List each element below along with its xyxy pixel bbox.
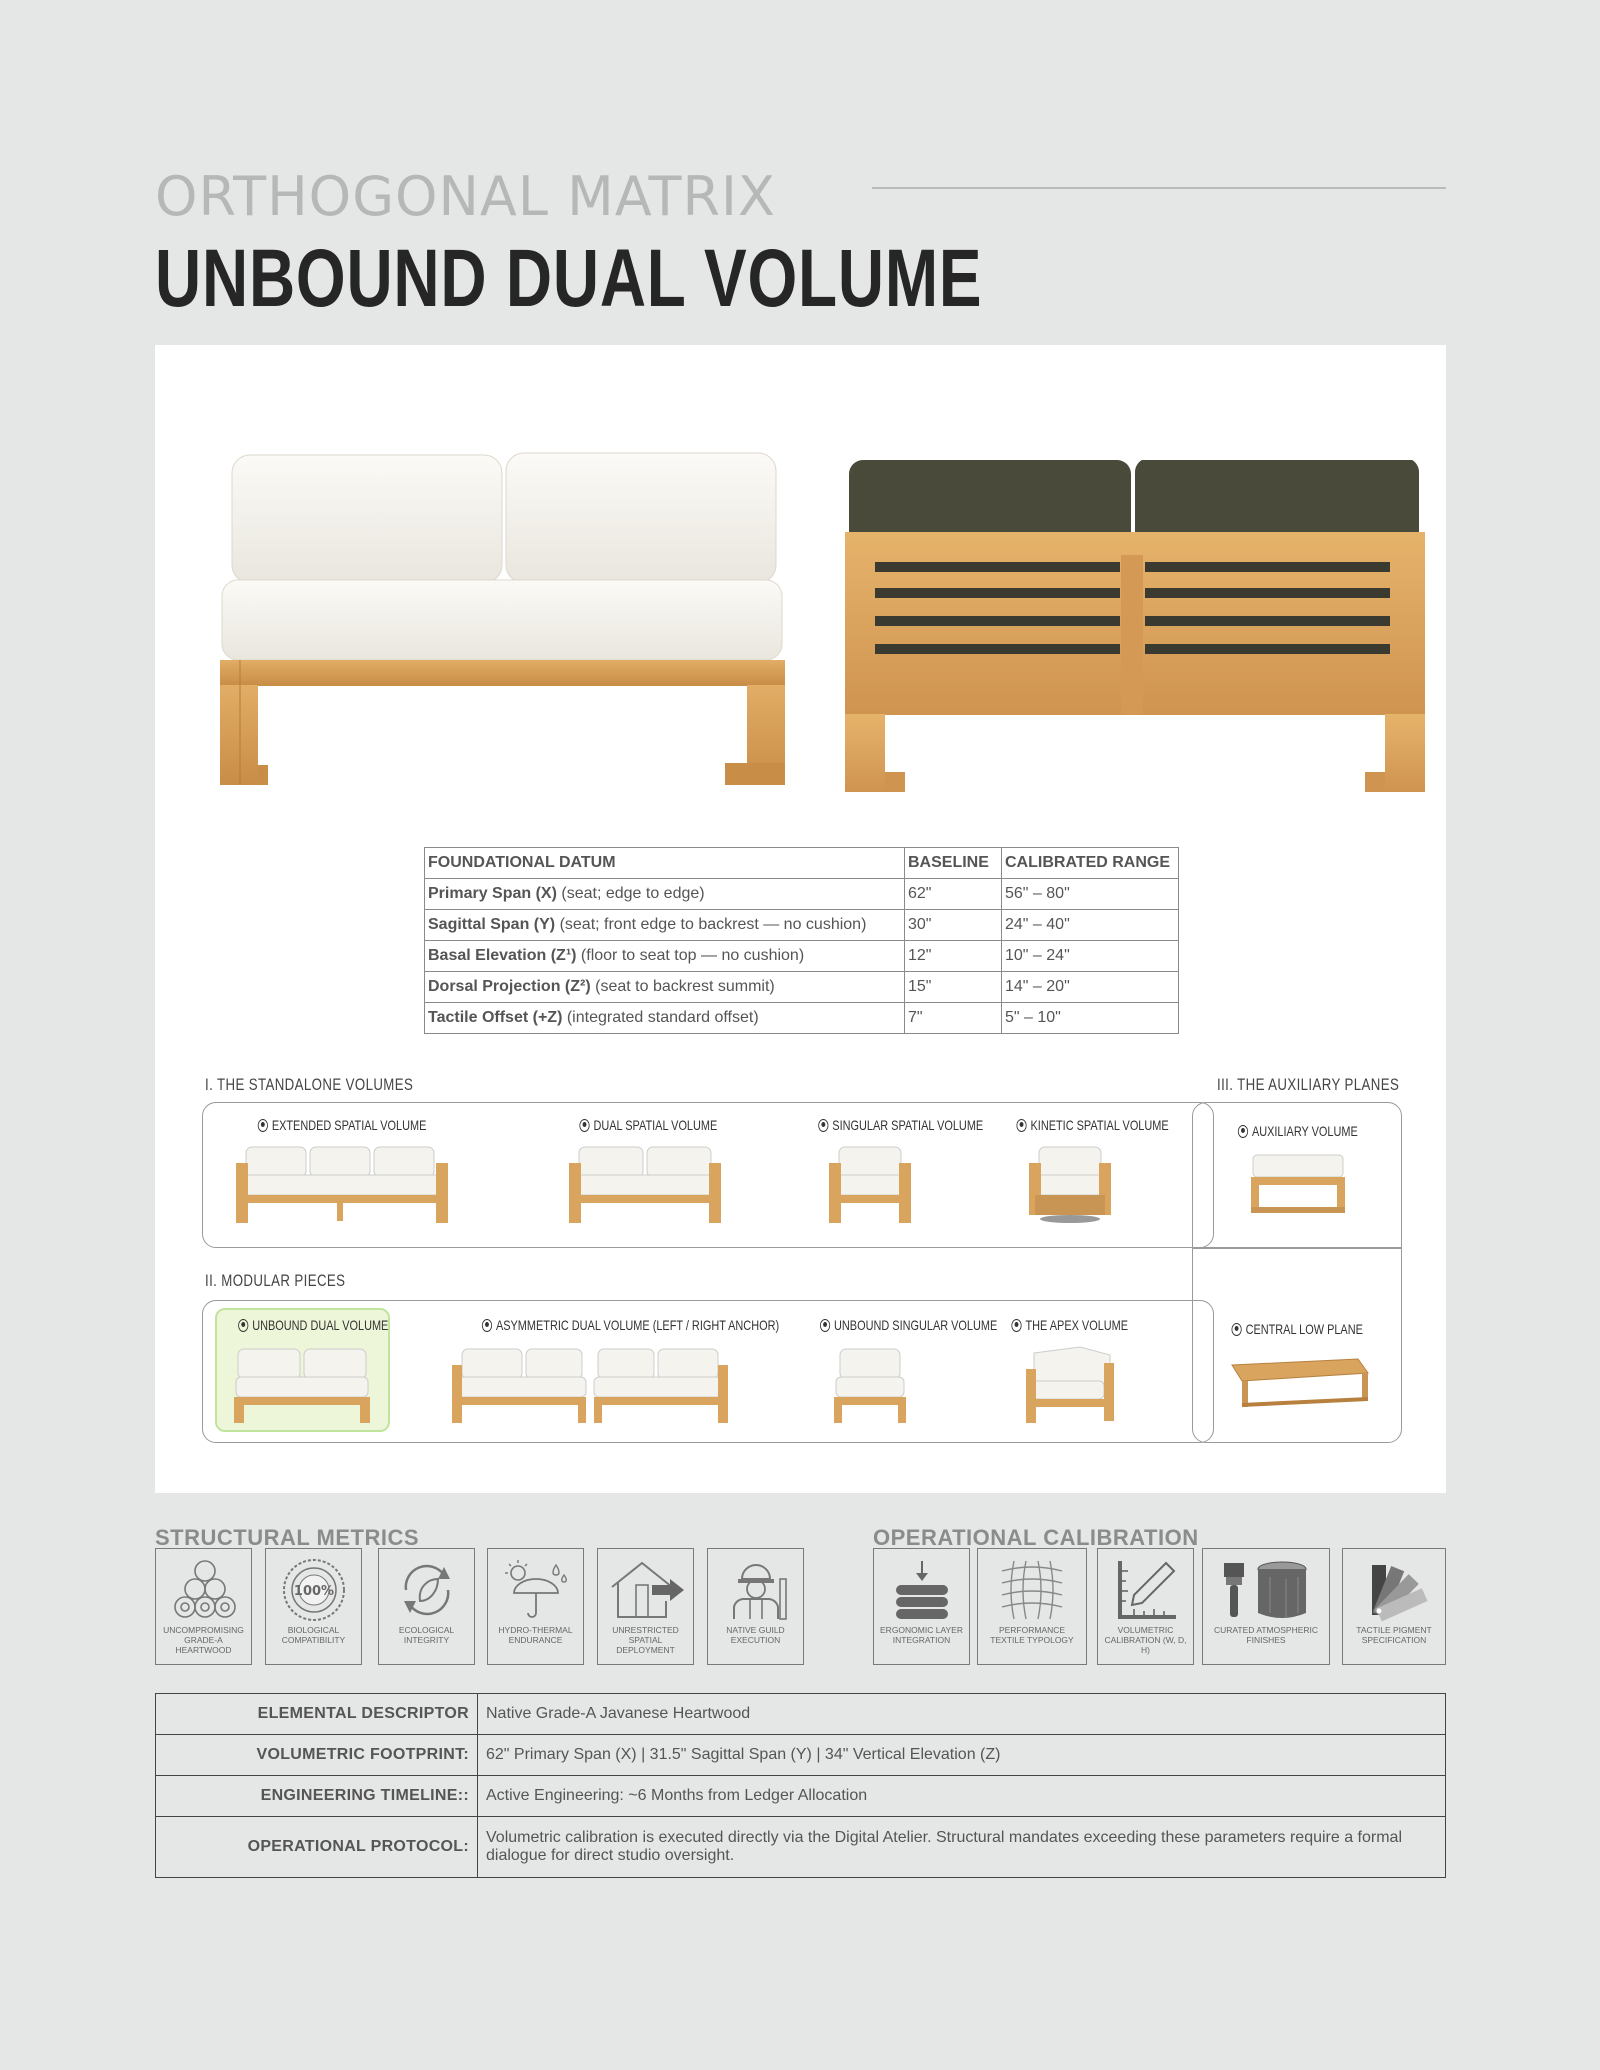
page-header: [155, 165, 1216, 326]
table-row: [425, 910, 1179, 941]
spec-key: VOLUMETRIC FOOTPRINT:: [156, 1735, 478, 1776]
table-cell: [425, 879, 905, 910]
radio-icon[interactable]: [258, 1119, 268, 1132]
hero-sofa-front-image: [210, 445, 790, 795]
product-label: DUAL SPATIAL VOLUME: [593, 1117, 718, 1133]
radio-icon[interactable]: [579, 1119, 589, 1132]
calibration-caption: TACTILE PIGMENT SPECIFICATION: [1356, 1625, 1432, 1645]
table-cell: 56" – 80": [1002, 879, 1179, 910]
radio-icon[interactable]: [238, 1319, 248, 1332]
structural-metrics-title: STRUCTURAL METRICS: [155, 1525, 420, 1550]
table-cell: 15": [905, 972, 1002, 1003]
table-cell: 14" – 20": [1002, 972, 1179, 1003]
product-label: ASYMMETRIC DUAL VOLUME (LEFT / RIGHT ANCHOR): [495, 1317, 780, 1333]
product-label: EXTENDED SPATIAL VOLUME: [271, 1117, 427, 1133]
table-cell: [425, 941, 905, 972]
hypoallergenic-badge-icon: [278, 1557, 350, 1623]
calibration-caption: PERFORMANCE TEXTILE TYPOLOGY: [990, 1625, 1074, 1645]
calibration-caption: CURATED ATMOSPHERIC FINISHES: [1213, 1625, 1319, 1645]
metric-spatial-deployment: [597, 1548, 694, 1665]
armless-chair-image: [830, 1343, 910, 1425]
calibration-caption: ERGONOMIC LAYER INTEGRATION: [880, 1625, 963, 1645]
table-row: [425, 879, 1179, 910]
dim-label: Primary Span (X): [428, 885, 557, 902]
product-label: KINETIC SPATIAL VOLUME: [1030, 1117, 1169, 1133]
metric-caption: HYDRO-THERMAL ENDURANCE: [498, 1625, 573, 1645]
product-central-low-plane[interactable]: [1200, 1321, 1395, 1415]
table-header-cell: BASELINE: [905, 848, 1002, 879]
dim-note: (floor to seat top — no cushion): [576, 947, 805, 964]
radio-icon[interactable]: [818, 1119, 828, 1132]
table-cell: [425, 910, 905, 941]
weather-umbrella-icon: [500, 1557, 572, 1623]
asymmetric-loveseat-pair-image: [450, 1343, 730, 1425]
product-kinetic-spatial-volume[interactable]: [995, 1117, 1169, 1225]
table-row: [425, 941, 1179, 972]
badge-text: 100%: [293, 1584, 334, 1599]
corner-chair-image: [1020, 1343, 1120, 1425]
table-cell: 62": [905, 879, 1002, 910]
calibration-volumetric: [1097, 1548, 1194, 1665]
dim-note: (integrated standard offset): [562, 1009, 759, 1026]
spec-value: Volumetric calibration is executed directly via the Digital Atelier. Structural mandates exceeding these parameters require a formal dialogue for direct studio oversight.: [478, 1817, 1446, 1878]
hero-sofa-back-image: [845, 460, 1435, 795]
table-row: [156, 1735, 1446, 1776]
dim-label: Sagittal Span (Y): [428, 916, 556, 933]
table-cell: [425, 1003, 905, 1034]
table-header-cell: CALIBRATED RANGE: [1002, 848, 1179, 879]
table-header-cell: FOUNDATIONAL DATUM: [425, 848, 905, 879]
section-label-modular: II. MODULAR PIECES: [205, 1271, 346, 1290]
spec-key: ELEMENTAL DESCRIPTOR: [156, 1694, 478, 1735]
ottoman-image: [1243, 1149, 1353, 1219]
table-cell: 12": [905, 941, 1002, 972]
textile-weave-icon: [996, 1557, 1068, 1623]
calibration-pigment: [1342, 1548, 1446, 1665]
dim-note: (seat; front edge to backrest — no cushion): [555, 916, 867, 933]
product-auxiliary-volume[interactable]: [1200, 1123, 1395, 1219]
section-label-standalone: I. THE STANDALONE VOLUMES: [205, 1075, 414, 1094]
dim-label: Basal Elevation (Z¹): [428, 947, 577, 964]
radio-icon[interactable]: [820, 1319, 830, 1332]
foam-layers-icon: [886, 1557, 958, 1623]
metric-biological: [265, 1548, 362, 1665]
eco-leaf-icon: [394, 1557, 460, 1623]
header-divider: [872, 187, 1446, 189]
table-row: [425, 1003, 1179, 1034]
metric-caption: BIOLOGICAL COMPATIBILITY: [281, 1625, 346, 1645]
table-row: [425, 972, 1179, 1003]
logs-icon: [169, 1557, 239, 1623]
page-supertitle: ORTHOGONAL MATRIX: [155, 165, 776, 228]
spec-key: ENGINEERING TIMELINE::: [156, 1776, 478, 1817]
metric-caption: NATIVE GUILD EXECUTION: [726, 1625, 785, 1645]
product-extended-spatial-volume[interactable]: [217, 1117, 467, 1225]
product-asymmetric-dual-volume[interactable]: [440, 1317, 780, 1425]
calibration-finishes: [1202, 1548, 1330, 1665]
table-row: [156, 1776, 1446, 1817]
product-unbound-singular-volume[interactable]: [795, 1317, 998, 1425]
sofa-two-seat-image: [565, 1143, 725, 1225]
spec-value: Active Engineering: ~6 Months from Ledger Allocation: [478, 1776, 1446, 1817]
calibration-caption: VOLUMETRIC CALIBRATION (W, D, H): [1104, 1625, 1187, 1655]
table-cell: 10" – 24": [1002, 941, 1179, 972]
table-cell: 30": [905, 910, 1002, 941]
radio-icon[interactable]: [1232, 1323, 1242, 1336]
table-cell: 5" – 10": [1002, 1003, 1179, 1034]
product-apex-volume[interactable]: [995, 1317, 1145, 1425]
table-row: [156, 1817, 1446, 1878]
table-row: [156, 1694, 1446, 1735]
table-cell: 7": [905, 1003, 1002, 1034]
radio-icon[interactable]: [1238, 1125, 1248, 1138]
spec-key: OPERATIONAL PROTOCOL:: [156, 1817, 478, 1878]
calibration-ergonomic: [873, 1548, 970, 1665]
product-label: UNBOUND DUAL VOLUME: [252, 1317, 389, 1333]
section-label-auxiliary: III. THE AUXILIARY PLANES: [1217, 1075, 1400, 1094]
dim-label: Tactile Offset (+Z): [428, 1009, 563, 1026]
metric-guild-execution: [707, 1548, 804, 1665]
spec-value: 62" Primary Span (X) | 31.5" Sagittal Span (Y) | 34" Vertical Elevation (Z): [478, 1735, 1446, 1776]
coffee-table-image: [1218, 1347, 1378, 1415]
calibration-textile: [977, 1548, 1087, 1665]
craftsman-icon: [720, 1557, 792, 1623]
product-label: SINGULAR SPATIAL VOLUME: [832, 1117, 984, 1133]
radio-icon[interactable]: [1012, 1319, 1022, 1332]
swatch-fan-icon: [1358, 1557, 1430, 1623]
metric-caption: UNCOMPROMISING GRADE-A HEARTWOOD: [163, 1625, 244, 1655]
radio-icon[interactable]: [482, 1319, 492, 1332]
swivel-chair-image: [1025, 1143, 1115, 1225]
product-singular-spatial-volume[interactable]: [795, 1117, 984, 1225]
table-cell: [425, 972, 905, 1003]
table-cell: 24" – 40": [1002, 910, 1179, 941]
radio-icon[interactable]: [1016, 1119, 1026, 1132]
dim-note: (seat to backrest summit): [590, 978, 775, 995]
product-label: CENTRAL LOW PLANE: [1245, 1321, 1364, 1337]
dim-note: (seat; edge to edge): [556, 885, 705, 902]
armless-loveseat-image: [232, 1343, 372, 1425]
metric-caption: ECOLOGICAL INTEGRITY: [398, 1625, 455, 1645]
product-label: THE APEX VOLUME: [1025, 1317, 1129, 1333]
spec-value: Native Grade-A Javanese Heartwood: [478, 1694, 1446, 1735]
product-unbound-dual-volume[interactable]: [217, 1317, 387, 1425]
dim-label: Dorsal Projection (Z²): [428, 978, 591, 995]
sofa-three-seat-image: [232, 1143, 452, 1225]
house-arrow-icon: [606, 1557, 686, 1623]
auxiliary-divider: [1192, 1247, 1402, 1249]
product-label: UNBOUND SINGULAR VOLUME: [834, 1317, 998, 1333]
ruler-pencil-icon: [1110, 1557, 1182, 1623]
operational-calibration-title: OPERATIONAL CALIBRATION: [873, 1525, 1199, 1550]
dimensions-table: [424, 847, 1179, 1034]
product-panel: [155, 345, 1446, 1493]
metric-heartwood: [155, 1548, 252, 1665]
product-label: AUXILIARY VOLUME: [1251, 1123, 1358, 1139]
page-title: UNBOUND DUAL VOLUME: [155, 233, 983, 324]
table-header-row: [425, 848, 1179, 879]
metric-ecological: [378, 1548, 475, 1665]
metric-hydro-thermal: [487, 1548, 584, 1665]
armchair-image: [825, 1143, 915, 1225]
brush-wood-icon: [1216, 1557, 1316, 1623]
specifications-table: [155, 1693, 1446, 1878]
metric-caption: UNRESTRICTED SPATIAL DEPLOYMENT: [612, 1625, 679, 1655]
product-dual-spatial-volume[interactable]: [560, 1117, 730, 1225]
